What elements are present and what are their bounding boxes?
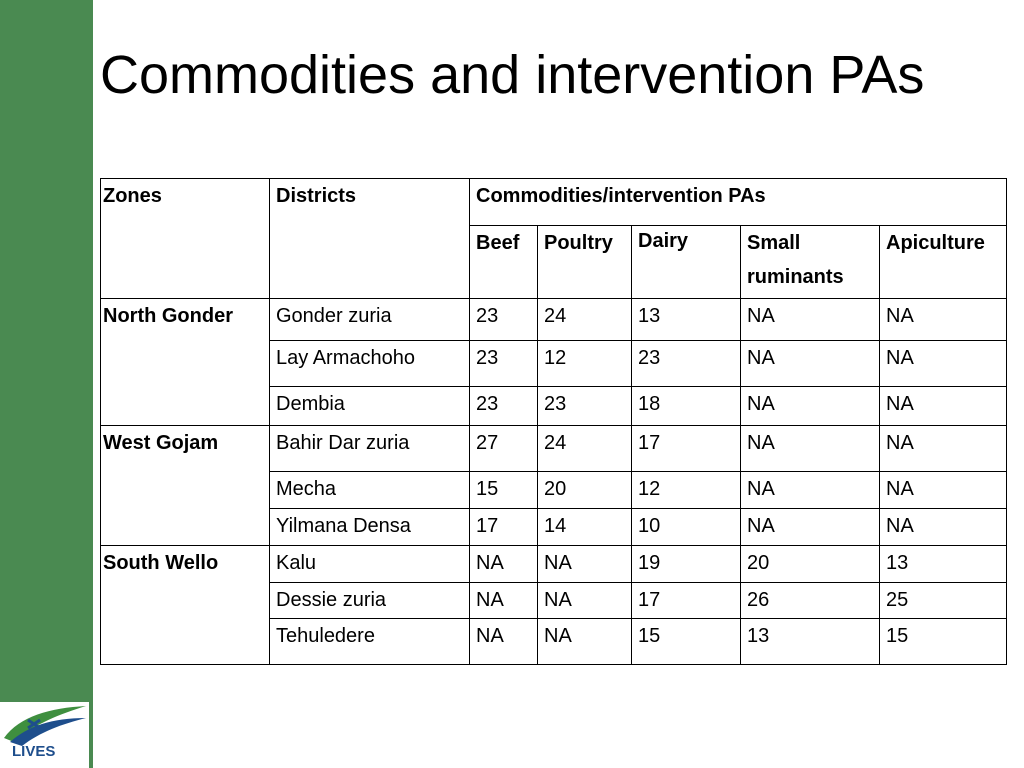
header-commodities-group: Commodities/intervention PAs — [470, 179, 1007, 226]
beef-cell: NA — [470, 583, 538, 619]
slide-title: Commodities and intervention PAs — [100, 45, 925, 105]
small-ruminants-cell: NA — [741, 387, 880, 426]
poultry-cell: 12 — [538, 341, 632, 387]
small-ruminants-cell: NA — [741, 341, 880, 387]
small-ruminants-cell: 13 — [741, 619, 880, 665]
poultry-cell: 24 — [538, 426, 632, 472]
beef-cell: 17 — [470, 509, 538, 546]
small-ruminants-cell: NA — [741, 426, 880, 472]
beef-cell: NA — [470, 619, 538, 665]
beef-cell: 15 — [470, 472, 538, 509]
dairy-cell: 19 — [632, 546, 741, 583]
district-cell: Gonder zuria — [270, 299, 470, 341]
dairy-cell: 12 — [632, 472, 741, 509]
apiculture-cell: 15 — [880, 619, 1007, 665]
apiculture-cell: NA — [880, 387, 1007, 426]
district-cell: Dembia — [270, 387, 470, 426]
header-dairy: Dairy — [632, 226, 741, 299]
small-ruminants-cell: NA — [741, 299, 880, 341]
small-ruminants-cell: NA — [741, 472, 880, 509]
zone-cell: South Wello — [101, 546, 270, 665]
apiculture-cell: NA — [880, 472, 1007, 509]
small-ruminants-cell: 26 — [741, 583, 880, 619]
small-ruminants-cell: 20 — [741, 546, 880, 583]
dairy-cell: 10 — [632, 509, 741, 546]
apiculture-cell: 13 — [880, 546, 1007, 583]
header-small-ruminants-line1: Small — [747, 232, 801, 254]
dairy-cell: 15 — [632, 619, 741, 665]
poultry-cell: NA — [538, 546, 632, 583]
header-districts: Districts — [270, 179, 470, 299]
district-cell: Mecha — [270, 472, 470, 509]
beef-cell: 27 — [470, 426, 538, 472]
poultry-cell: 24 — [538, 299, 632, 341]
header-small-ruminants — [741, 226, 880, 299]
header-poultry: Poultry — [538, 226, 632, 299]
commodities-table — [100, 178, 1007, 665]
district-cell: Lay Armachoho — [270, 341, 470, 387]
apiculture-cell: 25 — [880, 583, 1007, 619]
header-zones: Zones — [101, 179, 270, 299]
beef-cell: 23 — [470, 387, 538, 426]
apiculture-cell: NA — [880, 341, 1007, 387]
dairy-cell: 17 — [632, 426, 741, 472]
poultry-cell: NA — [538, 619, 632, 665]
dairy-cell: 18 — [632, 387, 741, 426]
beef-cell: 23 — [470, 341, 538, 387]
header-apiculture: Apiculture — [880, 226, 1007, 299]
district-cell: Bahir Dar zuria — [270, 426, 470, 472]
table-row — [101, 299, 1007, 341]
lives-logo — [0, 702, 91, 768]
zone-cell: West Gojam — [101, 426, 270, 546]
poultry-cell: 23 — [538, 387, 632, 426]
small-ruminants-cell: NA — [741, 509, 880, 546]
district-cell: Yilmana Densa — [270, 509, 470, 546]
table-row — [101, 426, 1007, 472]
district-cell: Tehuledere — [270, 619, 470, 665]
poultry-cell: 14 — [538, 509, 632, 546]
beef-cell: 23 — [470, 299, 538, 341]
apiculture-cell: NA — [880, 299, 1007, 341]
header-small-ruminants-line2: ruminants — [747, 266, 844, 288]
table-row — [101, 546, 1007, 583]
poultry-cell: 20 — [538, 472, 632, 509]
district-cell: Kalu — [270, 546, 470, 583]
side-accent-bar — [0, 0, 93, 768]
header-beef: Beef — [470, 226, 538, 299]
beef-cell: NA — [470, 546, 538, 583]
poultry-cell: NA — [538, 583, 632, 619]
district-cell: Dessie zuria — [270, 583, 470, 619]
zone-cell: North Gonder — [101, 299, 270, 426]
dairy-cell: 17 — [632, 583, 741, 619]
apiculture-cell: NA — [880, 509, 1007, 546]
dairy-cell: 13 — [632, 299, 741, 341]
lives-logo-text: LIVES — [12, 743, 56, 760]
dairy-cell: 23 — [632, 341, 741, 387]
apiculture-cell: NA — [880, 426, 1007, 472]
